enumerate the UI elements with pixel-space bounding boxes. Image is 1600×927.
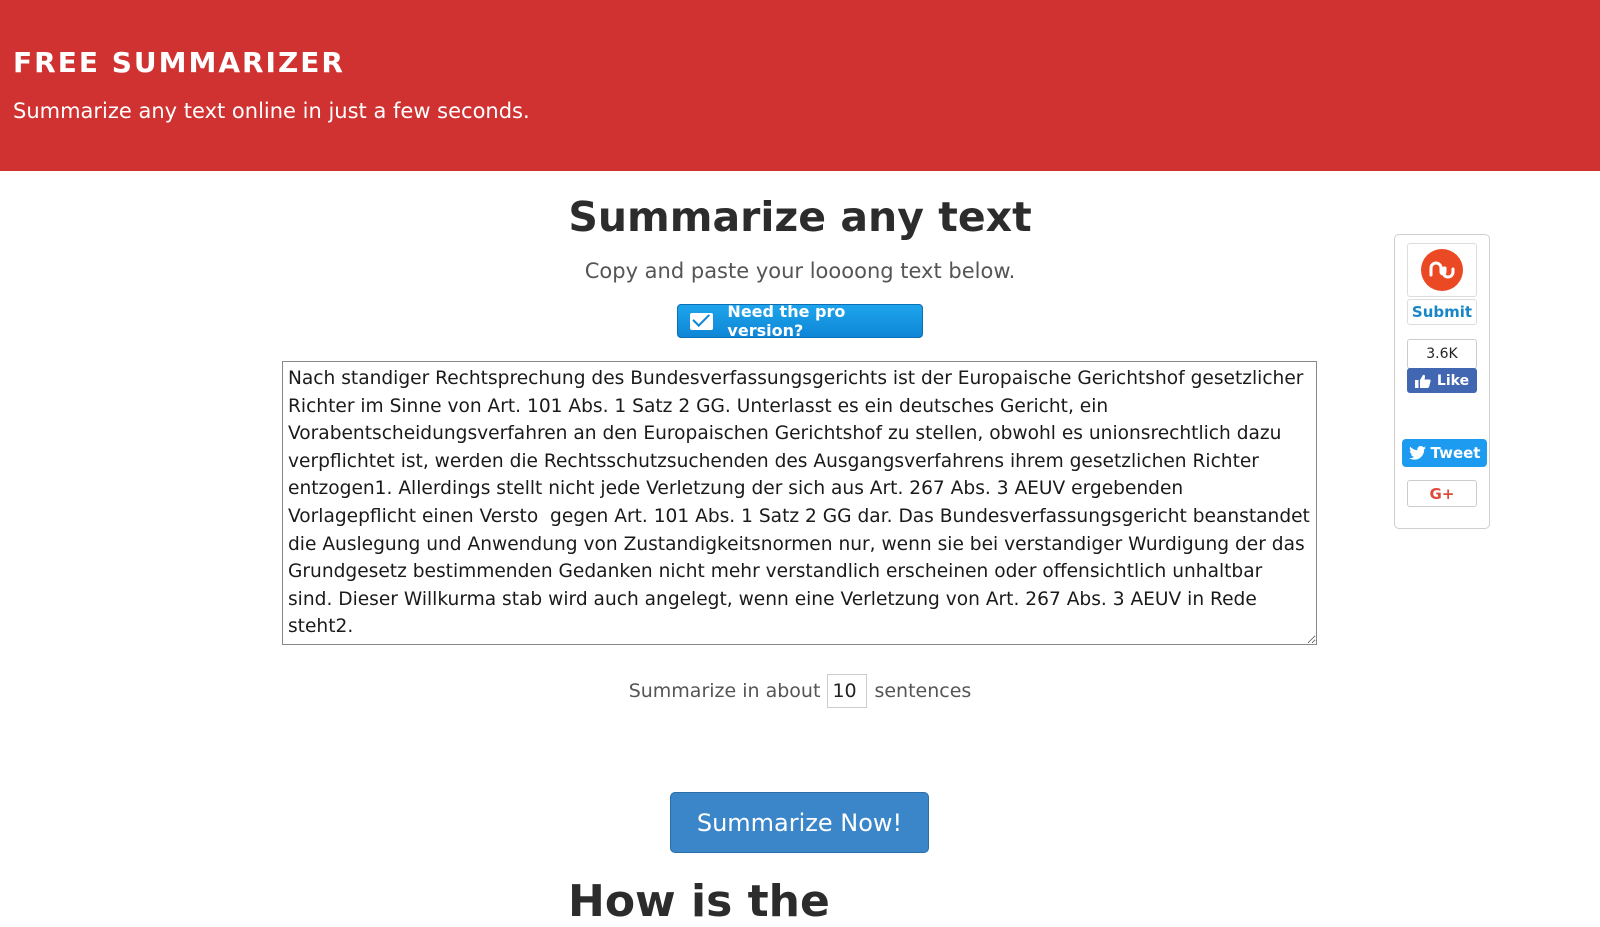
sentence-count-prefix: Summarize in about [628,680,821,702]
site-brand[interactable]: FREE SUMMARIZER [13,46,345,79]
sentence-count-suffix: sentences [874,680,972,702]
stumbleupon-button[interactable] [1407,243,1477,297]
tweet-label: Tweet [1430,444,1481,462]
pro-version-button[interactable] [677,304,923,338]
sentence-count-row [0,674,1600,708]
site-header [0,0,1600,171]
facebook-like-count: 3.6K [1407,339,1477,369]
pro-version-label: Need the pro version? [727,302,846,340]
site-tagline: Summarize any text online in just a few seconds. [13,99,530,123]
sentence-count-input[interactable] [827,674,867,708]
summarize-now-button[interactable]: Summarize Now! [670,792,929,853]
envelope-icon [690,313,713,330]
facebook-like-label: Like [1436,372,1470,389]
page-subtitle: Copy and paste your loooong text below. [584,259,1016,283]
section-heading-partial: How is the [568,876,830,927]
text-input[interactable] [282,361,1317,645]
facebook-like-button[interactable] [1407,368,1477,393]
page-title: Summarize any text [568,193,1032,241]
share-sidebar [1394,234,1490,529]
tweet-button[interactable] [1402,439,1487,467]
stumbleupon-submit-button[interactable]: Submit [1407,299,1477,325]
stumbleupon-icon [1421,249,1463,291]
google-plus-button[interactable]: G+ [1407,480,1477,507]
thumbs-up-icon [1415,374,1431,388]
twitter-bird-icon [1409,446,1426,460]
